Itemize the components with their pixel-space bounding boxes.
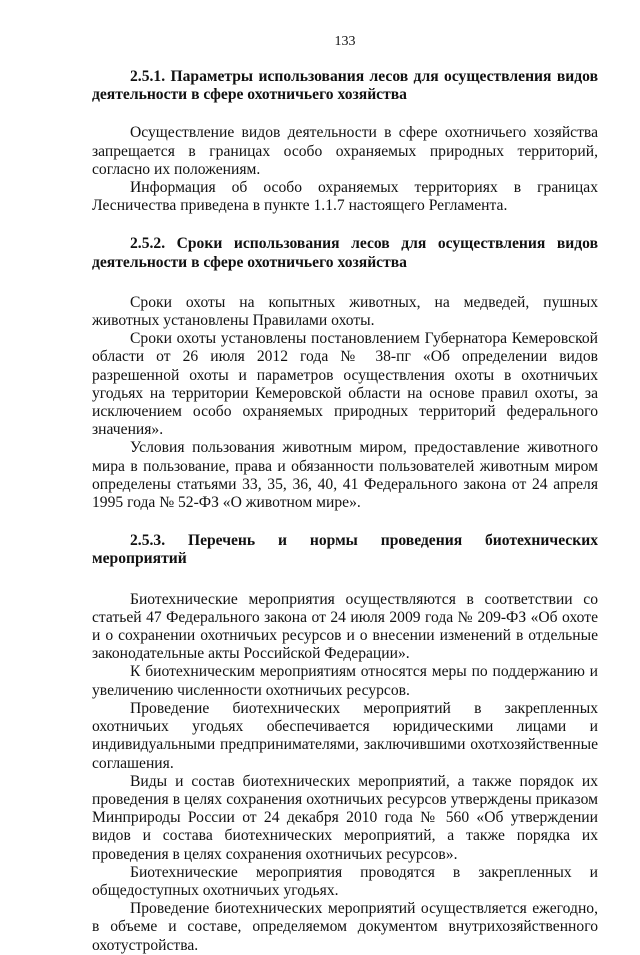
document-page bbox=[92, 34, 598, 955]
paragraph: К биотехническим мероприятиям относятся меры по поддержанию и увеличению численности охотничьих ресурсов. bbox=[92, 663, 598, 699]
paragraph: Информация об особо охраняемых территориях в границах Лесничества приведена в пункте 1.1.7 настоящего Регламента. bbox=[92, 179, 598, 215]
paragraph: Проведение биотехнических мероприятий в закрепленных охотничьих угодьях обеспечивается юридическими лицами и индивидуальными предпринимателями, заключившими охотхозяйственные соглашения. bbox=[92, 699, 598, 772]
paragraph: Условия пользования животным миром, предоставление животного мира в пользование, права и обязанности пользователей животным миром определены статьями 33, 35, 36, 40, 41 Федерального закона от 24 апреля 1995 года № 52-ФЗ «О животном мире». bbox=[92, 439, 598, 512]
paragraph: Биотехнические мероприятия осуществляются в соответствии со статьей 47 Федерального закона от 24 июля 2009 года № 209-ФЗ «Об охоте и о сохранении охотничьих ресурсов и о внесении изменений в отдельные законодательные акты Российской Федерации». bbox=[92, 590, 598, 663]
section-heading: 2.5.3. Перечень и нормы проведения биотехнических мероприятий bbox=[92, 532, 598, 568]
paragraph: Виды и состав биотехнических мероприятий, а также порядок их проведения в целях сохранения охотничьих ресурсов утверждены приказом Минприроды России от 24 декабря 2010 года № 560 «Об утверждении видов и состава биотехнических мероприятий, а также порядка их проведения в целях сохранения охотничьих ресурсов». bbox=[92, 772, 598, 863]
page-number: 133 bbox=[334, 34, 356, 49]
section-2-5-2 bbox=[92, 235, 598, 512]
paragraph: Проведение биотехнических мероприятий осуществляется ежегодно, в объеме и составе, определяемом документом внутрихозяйственного охотустройства. bbox=[92, 900, 598, 954]
section-2-5-3 bbox=[92, 532, 598, 954]
paragraph: Сроки охоты установлены постановлением Губернатора Кемеровской области от 26 июля 2012 года № 38-пг «Об определении видов разрешенной охоты и параметров осуществления охоты в охотничьих угодьях на территории Кемеровской области на основе правил охоты, за исключением особо охраняемых природных территорий федерального значения». bbox=[92, 330, 598, 439]
paragraph: Биотехнические мероприятия проводятся в закрепленных и общедоступных охотничьих угодьях. bbox=[92, 863, 598, 899]
paragraph: Сроки охоты на копытных животных, на медведей, пушных животных установлены Правилами охоты. bbox=[92, 293, 598, 330]
section-heading: 2.5.2. Сроки использования лесов для осуществления видов деятельности в сфере охотничьего хозяйства bbox=[92, 235, 598, 271]
section-2-5-1 bbox=[92, 68, 598, 215]
paragraph: Осуществление видов деятельности в сфере охотничьего хозяйства запрещается в границах особо охраняемых природных территорий, согласно их положениям. bbox=[92, 124, 598, 178]
section-heading: 2.5.1. Параметры использования лесов для осуществления видов деятельности в сфере охотничьего хозяйства bbox=[92, 68, 598, 104]
